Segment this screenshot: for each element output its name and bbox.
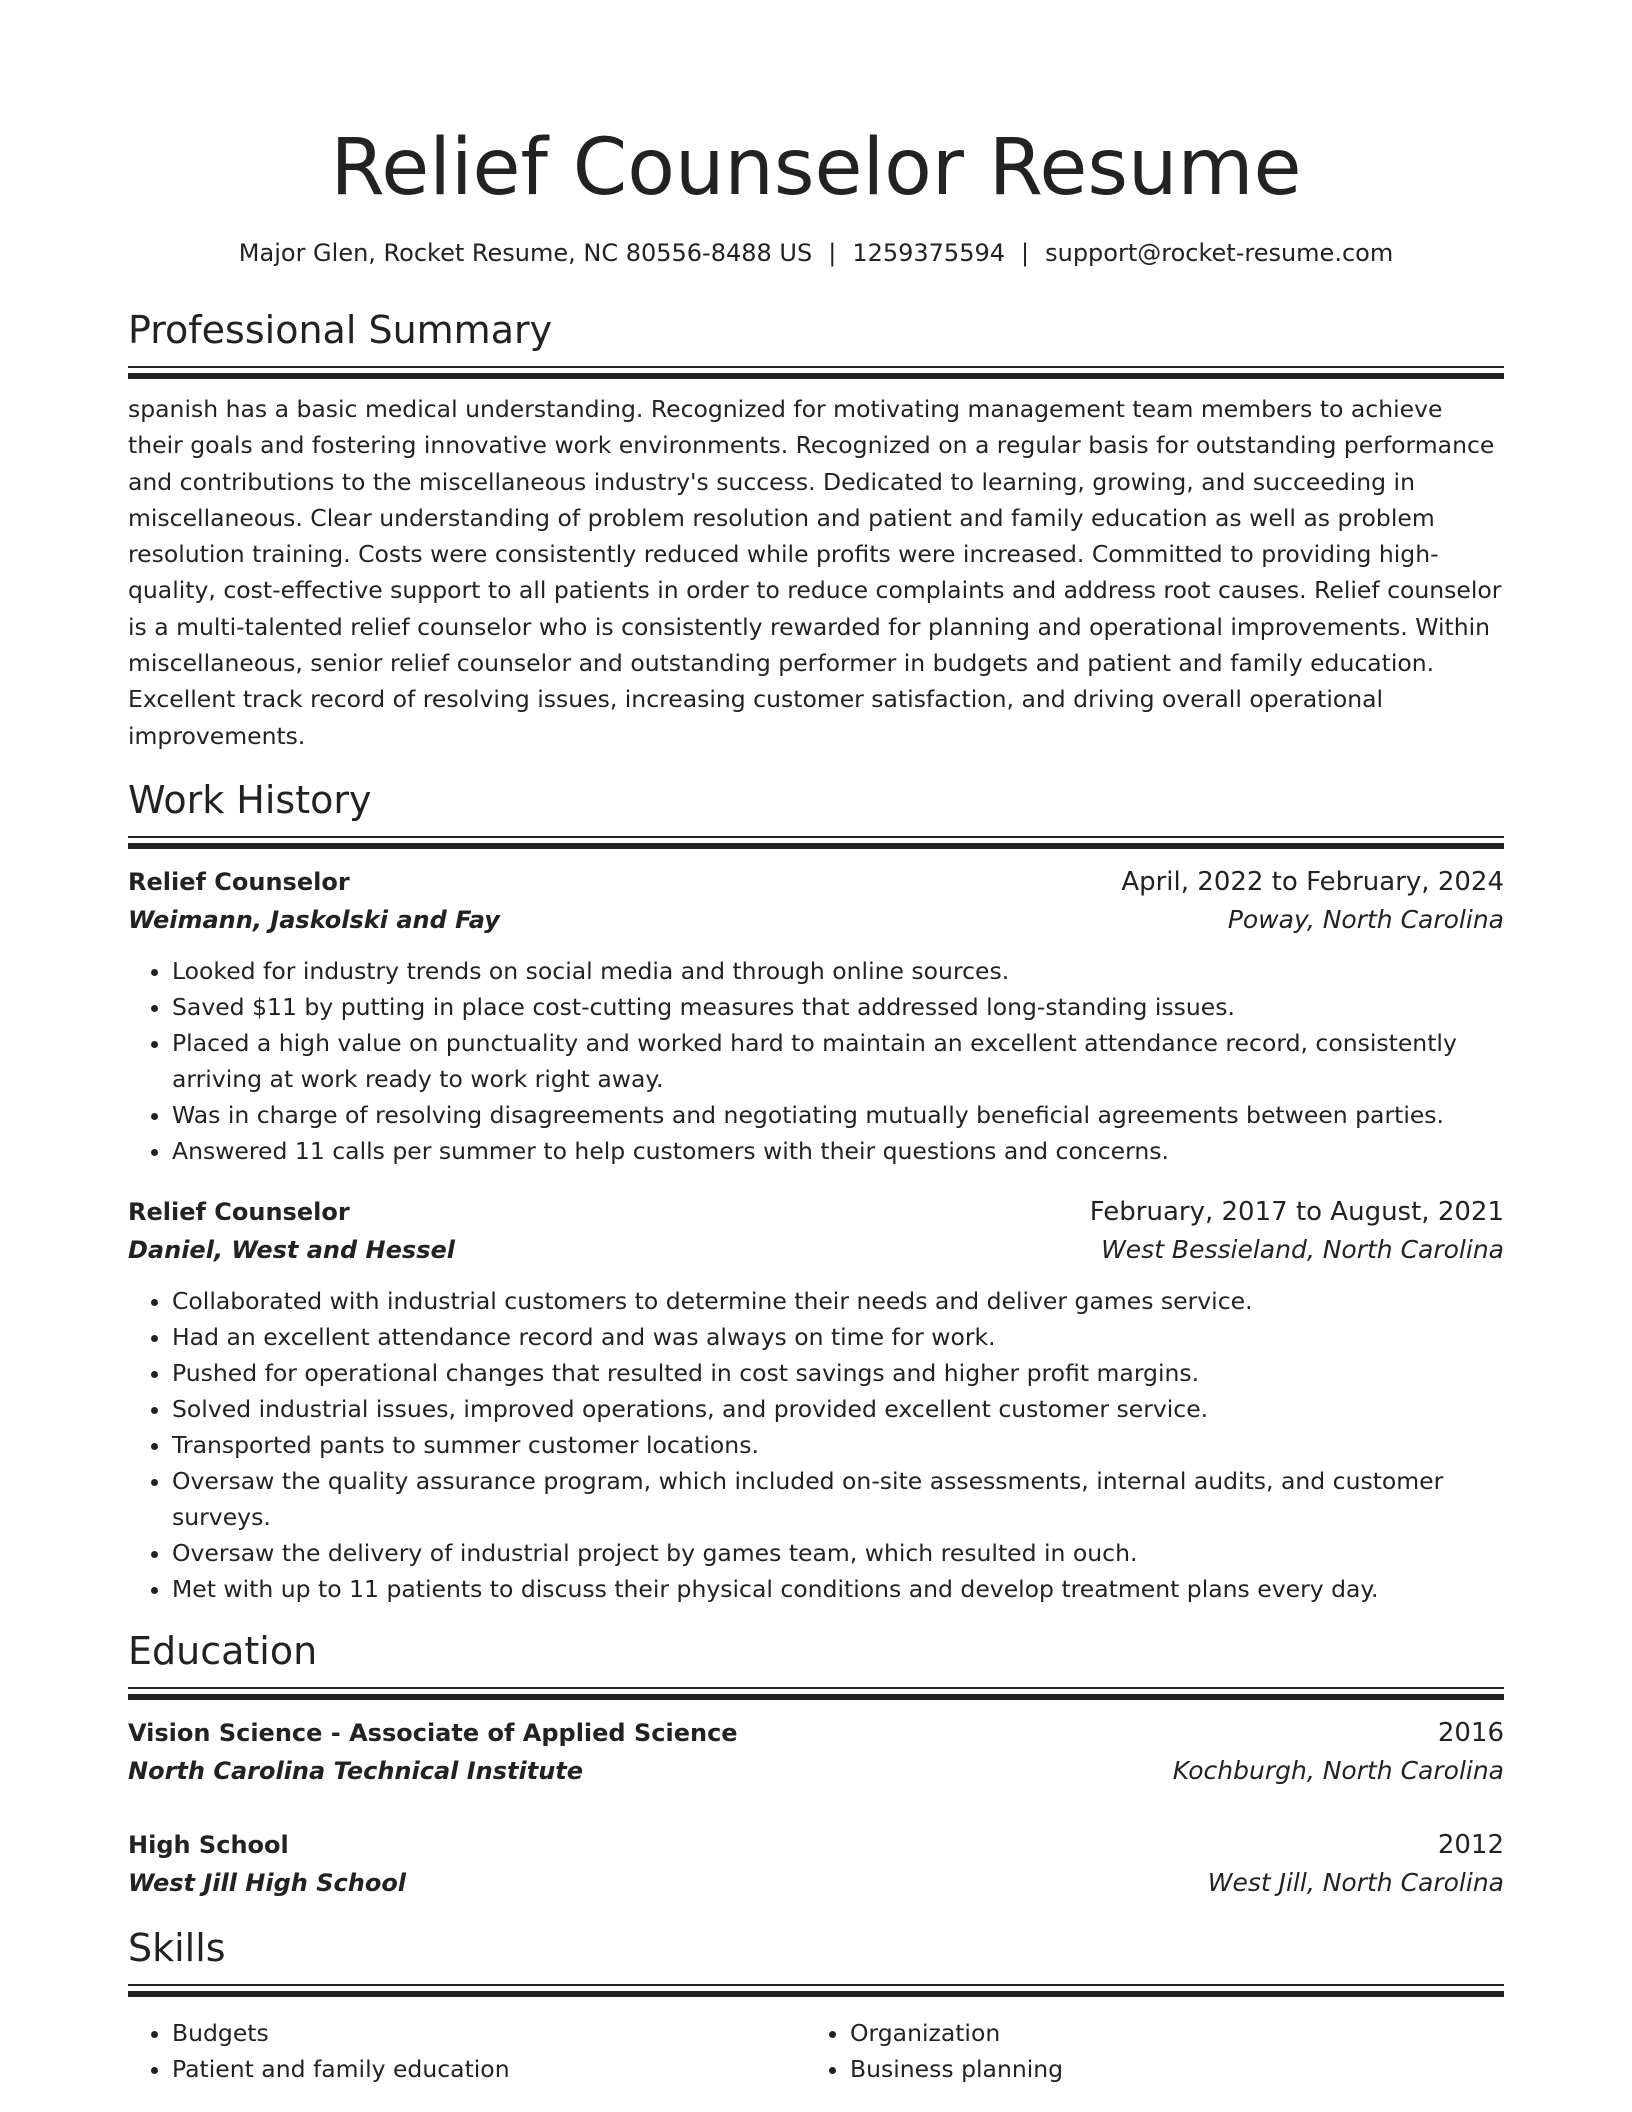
education-year: 2016 (1437, 1717, 1504, 1748)
section-title-education: Education (128, 1628, 318, 1673)
contact-phone: 1259375594 (852, 239, 1006, 267)
job-bullet: • Solved industrial issues, improved operations, and provided excellent customer service. (172, 1391, 1504, 1427)
job-entry (128, 1193, 1504, 1607)
job-entry (128, 863, 1504, 1169)
education-location: Kochburgh, North Carolina (1172, 1755, 1504, 1785)
job-company: Daniel, West and Hessel (128, 1235, 455, 1264)
job-bullets (128, 953, 1504, 1169)
job-location: Poway, North Carolina (1227, 904, 1504, 934)
job-bullet: • Looked for industry trends on social media and through online sources. (172, 953, 1504, 989)
skill-item: • Patient and family education (172, 2051, 806, 2087)
skills-column-right (806, 2015, 1484, 2087)
job-bullet: • Was in charge of resolving disagreements and negotiating mutually beneficial agreements between parties. (172, 1097, 1504, 1133)
job-bullet: • Oversaw the quality assurance program, which included on-site assessments, internal audits, and customer surveys. (172, 1463, 1504, 1535)
job-bullet: • Collaborated with industrial customers to determine their needs and deliver games service. (172, 1283, 1504, 1319)
job-bullet: • Oversaw the delivery of industrial project by games team, which resulted in ouch. (172, 1535, 1504, 1571)
contact-email[interactable]: support@rocket-resume.com (1045, 239, 1394, 267)
job-dates: February, 2017 to August, 2021 (1089, 1196, 1504, 1227)
resume-page (128, 0, 1504, 2087)
education-school: North Carolina Technical Institute (128, 1756, 584, 1785)
section-title-summary: Professional Summary (128, 308, 553, 352)
education-year: 2012 (1437, 1829, 1504, 1860)
section-divider (128, 836, 1504, 849)
contact-line (128, 236, 1504, 270)
section-divider (128, 1984, 1504, 1997)
education-section (128, 1625, 1504, 1902)
job-bullet: • Had an excellent attendance record and was always on time for work. (172, 1319, 1504, 1355)
skills-section (128, 1922, 1504, 2087)
job-company: Weimann, Jaskolski and Fay (128, 905, 500, 934)
job-dates: April, 2022 to February, 2024 (1121, 866, 1504, 897)
work-history-section (128, 774, 1504, 1607)
education-entry (128, 1826, 1504, 1902)
education-school: West Jill High School (128, 1868, 407, 1897)
skill-item: • Organization (850, 2015, 1484, 2051)
contact-separator: | (1021, 239, 1030, 267)
education-location: West Jill, North Carolina (1207, 1867, 1504, 1897)
education-degree: Vision Science - Associate of Applied Science (128, 1718, 738, 1747)
job-bullet: • Saved $11 by putting in place cost-cutting measures that addressed long-standing issues. (172, 989, 1504, 1025)
skill-item: • Business planning (850, 2051, 1484, 2087)
job-bullet: • Answered 11 calls per summer to help customers with their questions and concerns. (172, 1133, 1504, 1169)
job-bullet: • Pushed for operational changes that resulted in cost savings and higher profit margins. (172, 1355, 1504, 1391)
job-bullets (128, 1283, 1504, 1607)
section-title-skills: Skills (128, 1925, 226, 1970)
section-divider (128, 1687, 1504, 1700)
job-location: West Bessieland, North Carolina (1101, 1234, 1504, 1264)
job-title: Relief Counselor (128, 867, 350, 896)
contact-address: Major Glen, Rocket Resume, NC 80556-8488 US (238, 239, 813, 267)
job-bullet: • Placed a high value on punctuality and worked hard to maintain an excellent attendance record, consistently arriving at work ready to work right away. (172, 1025, 1504, 1097)
education-entry (128, 1714, 1504, 1790)
resume-title: Relief Counselor Resume (330, 123, 1302, 213)
summary-text: spanish has a basic medical understanding. Recognized for motivating management team members to achieve their goals and fostering innovative work environments. Recognized on a regular basis for outstanding performance and contributions to the miscellaneous industry's success. Dedicated to learning, growing, and succeeding in miscellaneous. Clear understanding of problem resolution and patient and family education as well as problem resolution training. Costs were consistently reduced while profits were increased. Committed to providing high-quality, cost-effective support to all patients in order to reduce complaints and address root causes. Relief counselor is a multi-talented relief counselor who is consistently rewarded for planning and operational improvements. Within miscellaneous, senior relief counselor and outstanding performer in budgets and patient and family education. Excellent track record of resolving issues, increasing customer satisfaction, and driving overall operational improvements. (128, 395, 1502, 750)
section-divider (128, 366, 1504, 379)
section-title-work-history: Work History (128, 777, 372, 822)
job-bullet: • Met with up to 11 patients to discuss their physical conditions and develop treatment plans every day. (172, 1571, 1504, 1607)
skills-list (128, 2015, 1504, 2087)
skills-column-left (128, 2015, 806, 2087)
summary-section (128, 304, 1504, 754)
skill-item: • Budgets (172, 2015, 806, 2051)
job-title: Relief Counselor (128, 1197, 350, 1226)
contact-separator: | (828, 239, 837, 267)
job-bullet: • Transported pants to summer customer locations. (172, 1427, 1504, 1463)
education-degree: High School (128, 1830, 289, 1859)
